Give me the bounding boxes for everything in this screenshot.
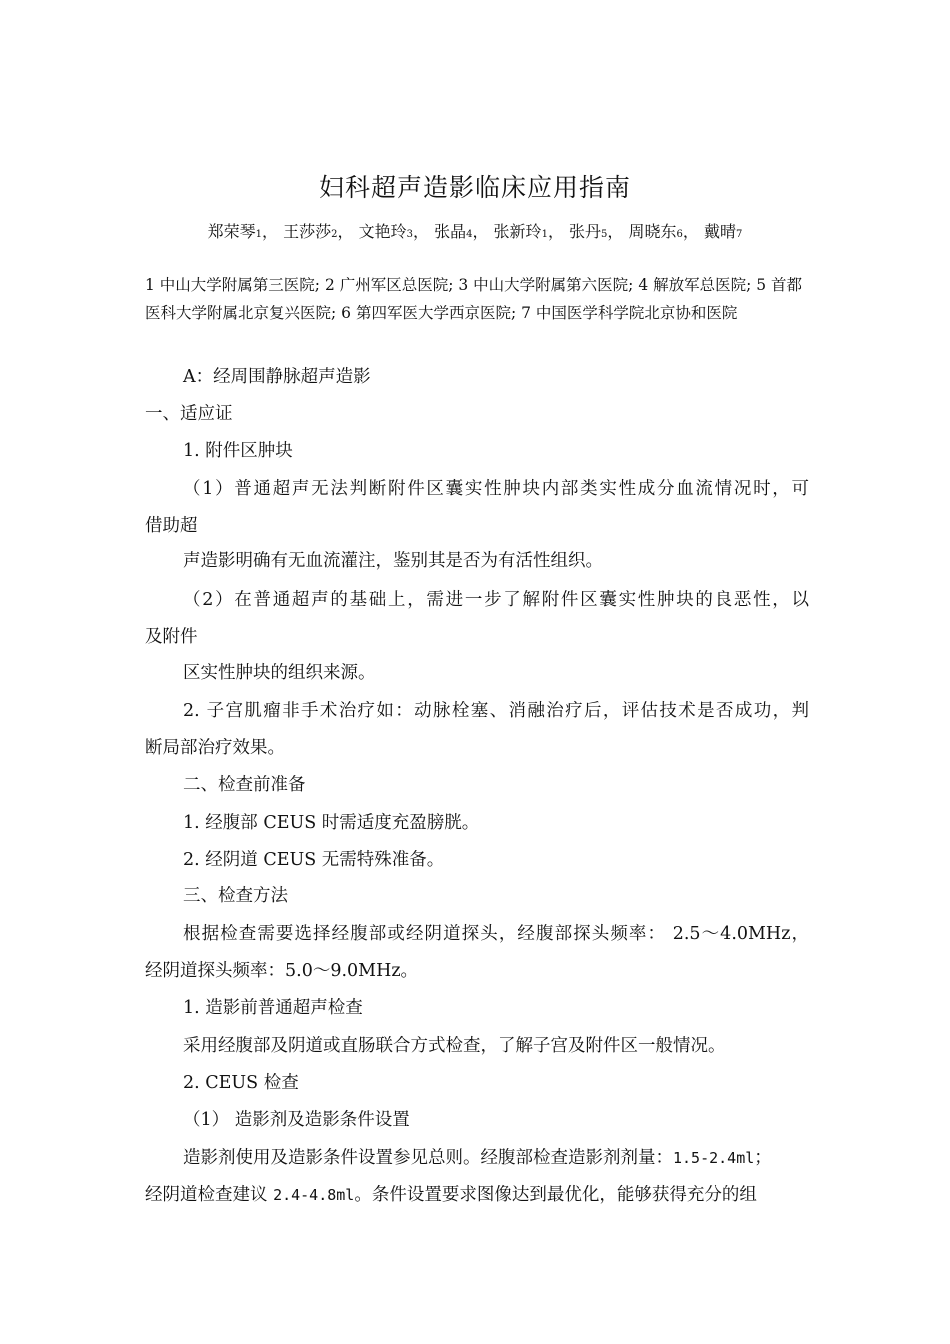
paragraph-line: 及附件 (145, 627, 198, 647)
paragraph-line: 采用经腹部及阴道或直肠联合方式检查，了解子宫及附件区一般情况。 (183, 1036, 726, 1056)
author-name: 周晓东 (628, 222, 677, 241)
author-affiliation-number: 6 (676, 229, 683, 240)
subheading-baseline-ultrasound: 1. 造影前普通超声检查 (183, 998, 363, 1018)
author-affiliation-number: 4 (466, 229, 473, 240)
paragraph-line (183, 1144, 772, 1169)
paragraph-line: 2. 子宫肌瘤非手术治疗如：动脉栓塞、消融治疗后，评估技术是否成功，判 (183, 701, 809, 721)
section-heading-a: A：经周围静脉超声造影 (183, 367, 371, 387)
author-name: 张新玲 (493, 222, 542, 241)
author-affiliation-number: 5 (601, 229, 608, 240)
text-run: 造影剂使用及造影条件设置参见总则。经腹部检查造影剂剂量： (183, 1148, 673, 1168)
paragraph-line: （1）普通超声无法判断附件区囊实性肿块内部类实性成分血流情况时，可 (183, 479, 809, 499)
author-name: 王莎莎 (283, 222, 332, 241)
author-affiliation-number: 3 (406, 229, 413, 240)
dose-value: 1.5-2.4ml (673, 1149, 755, 1167)
author-name: 张丹 (569, 222, 602, 241)
subheading-ceus-exam: 2. CEUS 检查 (183, 1073, 299, 1093)
author-affiliation-number: 1 (255, 229, 262, 240)
text-run: 。条件设置要求图像达到最优化，能够获得充分的组 (354, 1185, 757, 1205)
heading-method: 三、检查方法 (183, 886, 288, 906)
list-item: 2. 经阴道 CEUS 无需特殊准备。 (183, 850, 445, 870)
author-name: 戴晴 (704, 222, 737, 241)
heading-indications: 一、适应证 (145, 404, 233, 424)
affiliation-line: 1 中山大学附属第三医院; 2 广州军区总医院; 3 中山大学附属第六医院; 4 解放军总医院; 5 首都 (145, 276, 803, 294)
paragraph-line: 区实性肿块的组织来源。 (183, 663, 376, 683)
text-run: ； (754, 1148, 772, 1168)
text-run: 经阴道检查建议 (145, 1185, 274, 1205)
list-item: 1. 经腹部 CEUS 时需适度充盈膀胱。 (183, 813, 480, 833)
affiliations (145, 271, 811, 327)
author-affiliation-number: 7 (736, 229, 743, 240)
document-title: 妇科超声造影临床应用指南 (318, 173, 631, 202)
subheading-adnexal-mass: 1. 附件区肿块 (183, 441, 293, 461)
author-affiliation-number: 1 (541, 229, 548, 240)
subheading-contrast-settings: （1） 造影剂及造影条件设置 (183, 1110, 410, 1130)
paragraph-line: 借助超 (145, 516, 198, 536)
author-name: 郑荣琴 (207, 222, 256, 241)
paragraph-line: 断局部治疗效果。 (145, 738, 285, 758)
paragraph-line: 经阴道探头频率：5.0～9.0MHz。 (145, 961, 419, 981)
author-affiliation-number: 2 (331, 229, 338, 240)
affiliation-line: 医科大学附属北京复兴医院; 6 第四军医大学西京医院; 7 中国医学科学院北京协和医院 (145, 304, 738, 322)
paragraph-line: （2）在普通超声的基础上，需进一步了解附件区囊实性肿块的良恶性，以 (183, 590, 809, 610)
author-name: 文艳玲 (358, 222, 407, 241)
heading-preparation: 二、检查前准备 (183, 775, 306, 795)
paragraph-line: 声造影明确有无血流灌注，鉴别其是否为有活性组织。 (183, 551, 603, 571)
dose-value: 2.4-4.8ml (273, 1186, 355, 1204)
paragraph-line (145, 1181, 757, 1206)
author-name: 张晶 (434, 222, 467, 241)
author-list: 郑荣琴1， 王莎莎2， 文艳玲3， 张晶4， 张新玲1， 张丹5， 周晓东6， 戴晴7 (207, 222, 743, 241)
paragraph-line: 根据检查需要选择经腹部或经阴道探头，经腹部探头频率： 2.5～4.0MHz， (183, 924, 809, 944)
